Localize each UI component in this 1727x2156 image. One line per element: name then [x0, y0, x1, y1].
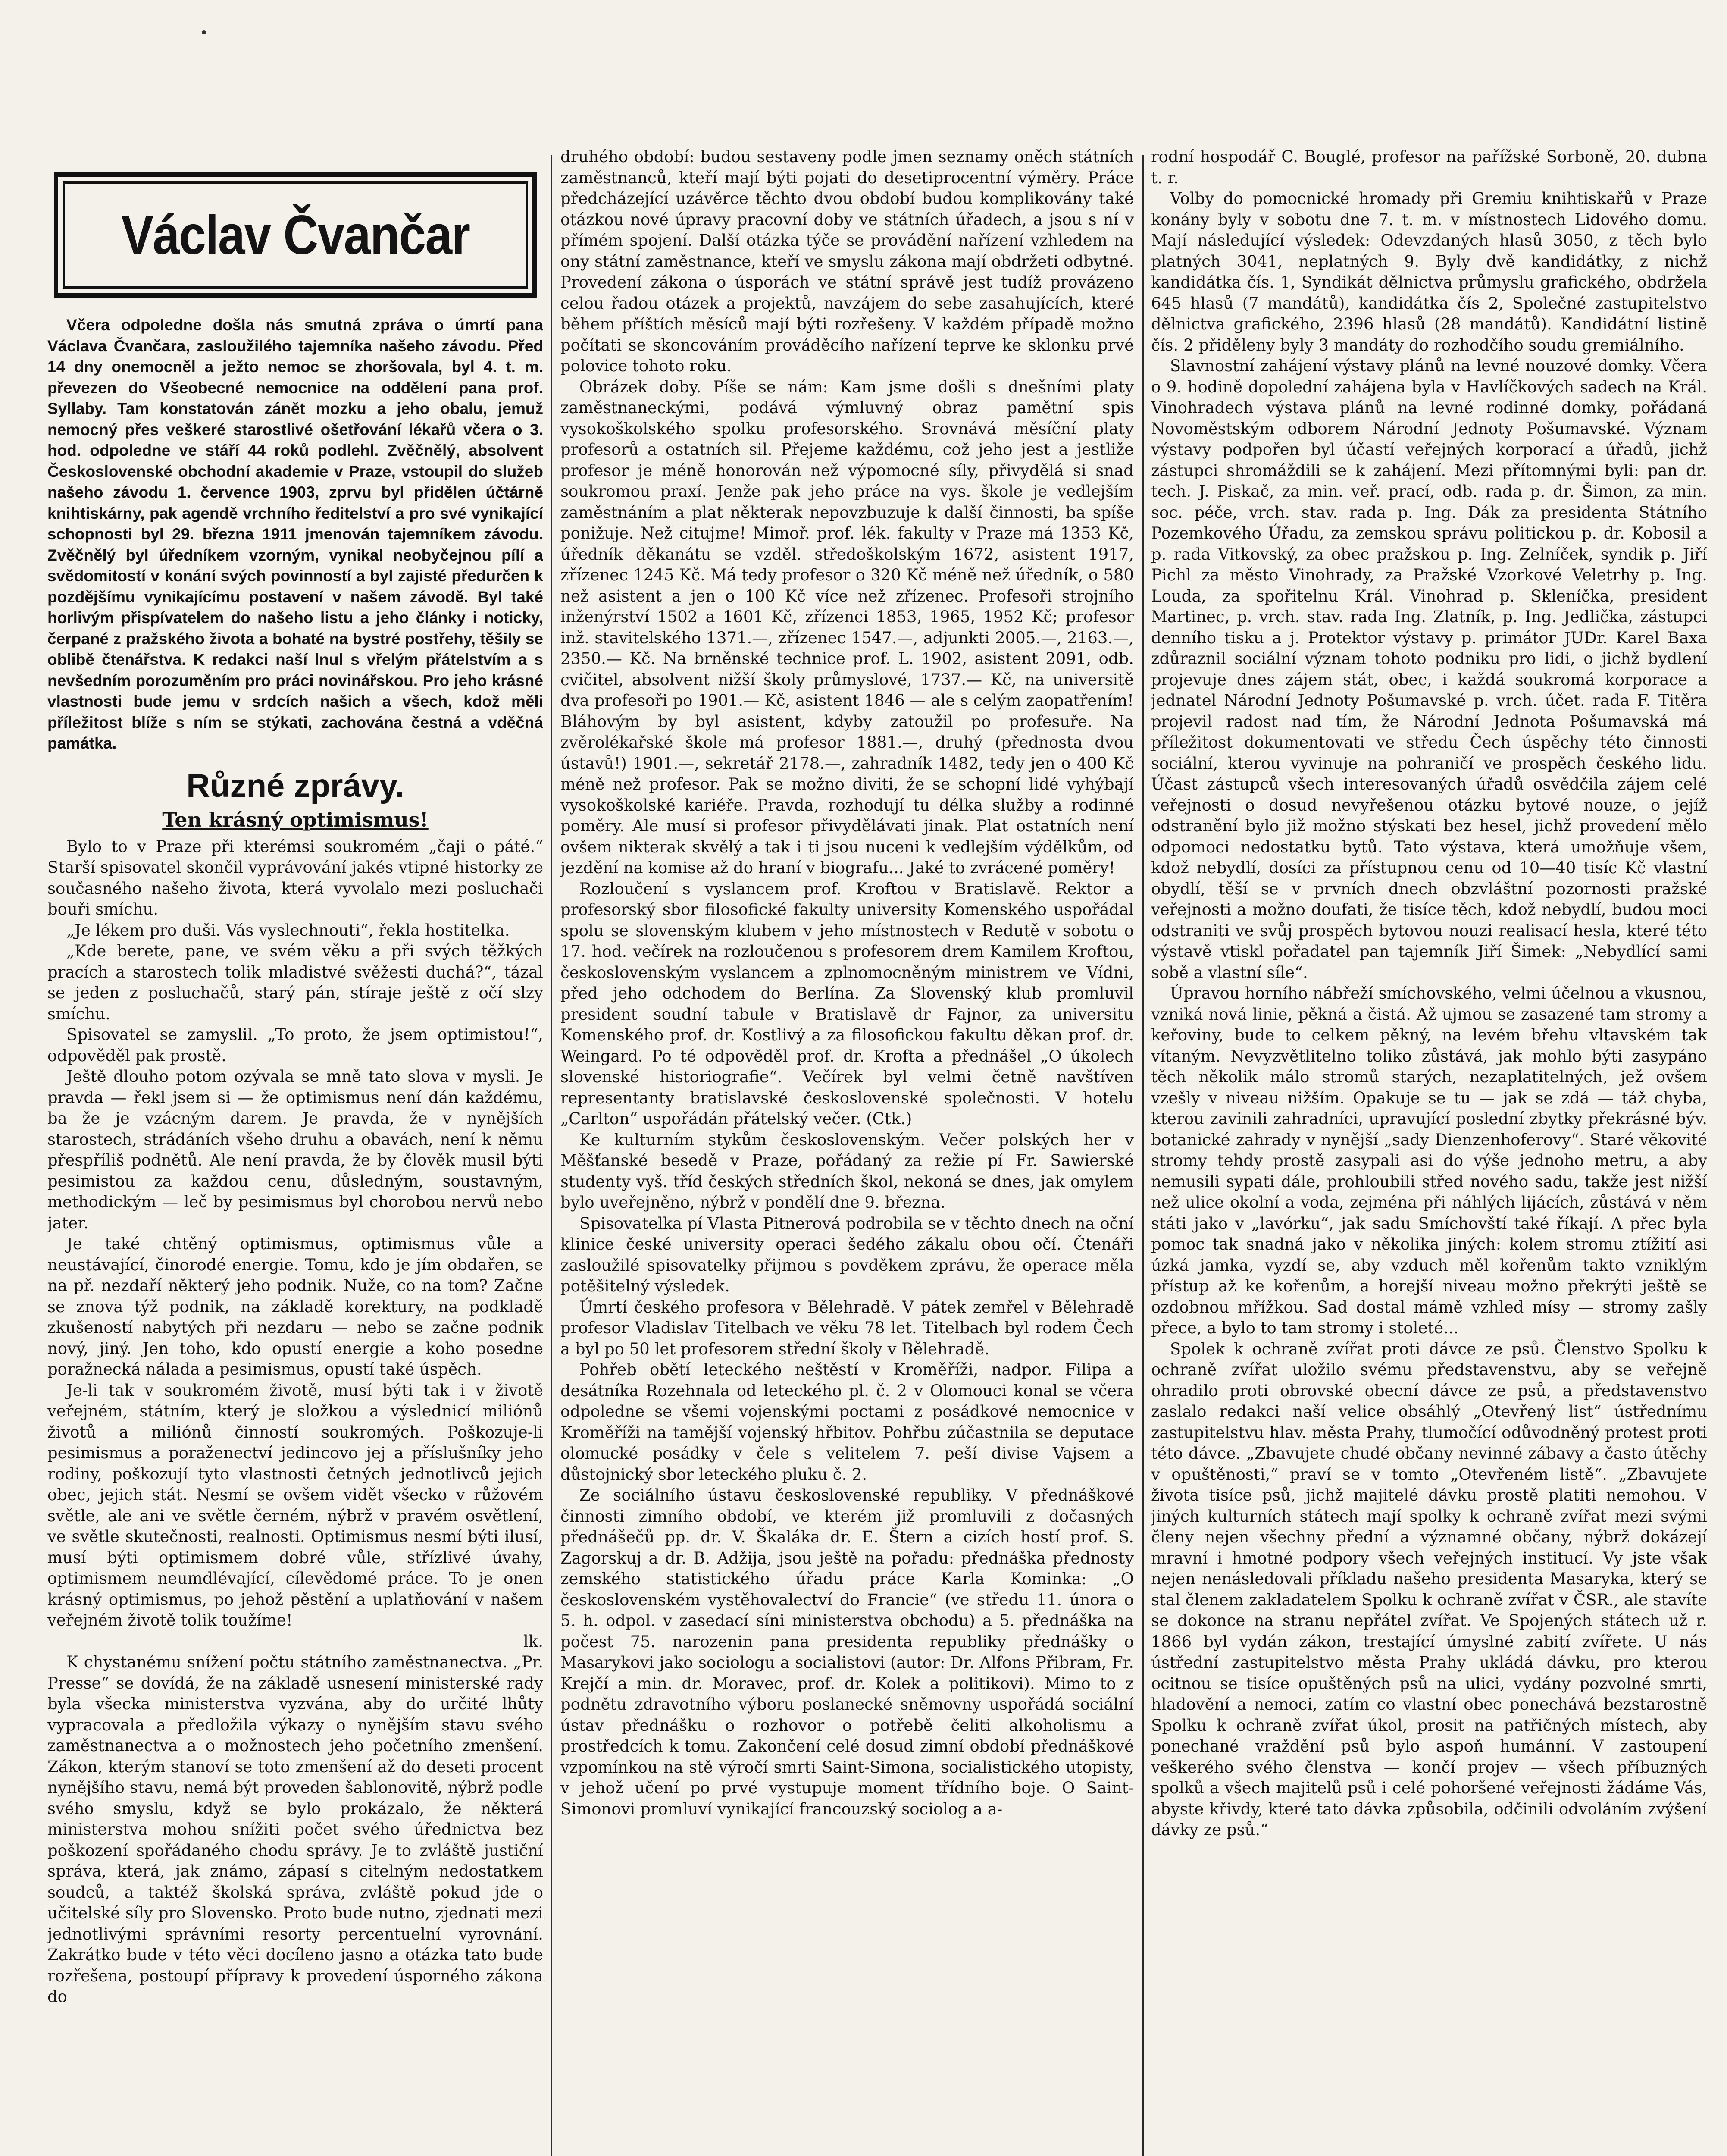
- article-paragraph: Volby do pomocnické hromady při Gremiu knihtiskařů v Praze konány byly v sobotu dne 7. t. m. v místnostech Lidového domu. Mají následující výsledek: Odevzdaných hlasů 3050, z těch bylo platných 3041, neplatných 9. Byly dvě kandidátky, z nichž kandidátka čís. 1, Syndikát dělnictva průmyslu grafického, obdržela 645 hlasů (7 mandátů), kandidátka čís 2, Společné zastupitelstvo dělnictva grafického, 2396 hlasů (28 mandátů). Kandidátní listině čís. 2 přiděleny byly 3 mandáty do rozhodčího soudu gremiálního.: [1151, 189, 1707, 354]
- column-rule-1: [551, 155, 552, 2156]
- article-paragraph: Spisovatel se zamyslil. „To proto, že jsem optimistou!“, odpověděl pak prostě.: [47, 1025, 543, 1065]
- column-3-articles: [1151, 147, 1707, 1841]
- article-paragraph: K chystanému snížení počtu státního zaměstnanectva. „Pr. Presse“ se dovídá, že na základě usnesení ministerské rady byla všecka ministerstva vyzvána, aby do určité lhůty vypracovala a předložila výkazy o nynějším stavu svého zaměstnanectva a o možnostech jeho početního zmenšení. Zákon, kterým stanoví se toto zmenšení až do deseti procent nynějšího stavu, nemá být proveden šablonovitě, nýbrž podle svého smyslu, když se bylo prokázalo, že některá ministerstva mohou snížiti počet svého úřednictva bez poškození spořádaného chodu správy. Je to zvláště justiční správa, která, jak známo, zápasí s citelným nedostatkem soudců, a taktéž školská správa, zvláště pokud jde o učitelské síly pro Slovensko. Proto bude nutno, zjednati mezi jednotlivými správními resorty percentuelní vyrovnání. Zakrátko bude v této věci docíleno jasno a otázka tato bude rozřešena, postoupí přípravy k provedení úsporného zákona do: [47, 1653, 543, 2006]
- article-paragraph: Obrázek doby. Píše se nám: Kam jsme došli s dnešními platy zaměstnaneckými, podává výmluvný obraz pamětní spis vysokoškolského spolku profesorského. Srovnává měsíční platy profesorů a ostatních sil. Přejeme každému, což jeho jest a jestliže profesor je méně honorován než výpomocné síly, přivydělá si snad soukromou praxí. Jenže pak jeho práce na vys. škole je vedlejším zaměstnáním a plat některak nepovzbuzuje k další činnosti, ba spíše ponižuje. Než citujme! Mimoř. prof. lék. fakulty v Praze má 1353 Kč, úředník děkanátu se vzděl. středoškolským 1672, asistent 1917, zřízenec 1245 Kč. Má tedy profesor o 320 Kč méně než úředník, o 580 než asistent a jen o 100 Kč více než zřízenec. Profesoři strojního inženýrství 1502 a 1601 Kč, zřízenci 1853, 1965, 1952 Kč; profesor inž. stavitelského 1371.—, zřízenec 1547.—, adjunkti 2005.—, 2163.—, 2350.— Kč. Na brněnské technice prof. L. 1902, asistent 2091, odb. cvičitel, absolvent nižší školy průmyslové, 1737.— Kč, na universitě dva profesoři po 1901.— Kč, asistent 1846 — ale s celým zaopatřením! Bláhovým by byl asistent, kdyby zatoužil po profesuře. Na zvěrolékařské škole má profesor 1881.—, druhý (přednosta dvou ústavů!) 1901.—, sekretář 2178.—, zahradník 1482, tedy jen o 400 Kč méně než profesor. Pak se možno diviti, že se schopní lidé vyhýbají vysokoškolské kariéře. Pravda, rozhodují tu délka služby a rodinné poměry. Ale musí si profesor přivydělávati jinak. Plat ostatních není ovšem nikterak skvělý a tak i ti jsou nuceni k vedlejším výdělkům, od jezdění na komise až do hraní v biografu... Jaké to zvrácené poměry!: [560, 377, 1134, 877]
- article-paragraph: Slavnostní zahájení výstavy plánů na levné nouzové domky. Včera o 9. hodině dopolední zahájena byla v Havlíčkových sadech na Král. Vinohradech výstava plánů na levné rodinné domky, pořádaná Novoměstským odborem Národní Jednoty Pošumavské. Význam výstavy podpořen byl účastí veřejných korporací a úřadů, jichž zástupci shromáždili se k zahájení. Mezi přítomnými byli: pan dr. tech. J. Piskač, za min. veř. prací, odb. rada p. dr. Šimon, za min. soc. péče, vrch. stav. rada p. Ing. Dák za presidenta Státního Pozemkového Úřadu, za zemskou správu politickou p. dr. Kobosil a p. rada Vitkovský, za obec pražskou p. Ing. Zelníček, syndik p. Jiří Pichl za město Vinohrady, za Pražské Vzorkové Veletrhy p. Ing. Louda, za spořitelnu Král. Vinohrad p. Skleníčka, president Martinec, p. vrch. stav. rada Ing. Zlatník, p. Ing. Jedlička, zástupci denního tisku a j. Protektor výstavy p. primátor JUDr. Karel Baxa zdůraznil sociální význam tohoto podniku pro lidi, o jichž bydlení projevuje dnes zájem stát, obec, i každá soukromá korporace a jednatel Národní Jednoty Pošumavské p. vrch. účet. rada F. Titěra projevil radost nad tím, že Národní Jednota Pošumavská má příležitost dokumentovati ve středu Čech úspěchy této činnosti sociální, kterou vyvinuje na pohraničí ve prospěch českého lidu. Účast zástupců všech interesovaných úřadů osvědčila zájem celé veřejnosti o dosud nevyřešenou otázku bytové nouze, o jejíž odstranění bylo již možno stýskati bez hesel, jichž provedení mělo odpomoci nedostatku bytů. Tato výstava, která umožňuje všem, kdož nebydlí, dosíci za přístupnou cenu od 10—40 tisíc Kč vlastní obydlí, těší se v prvních dnech obzvláštní pozornosti pražské veřejnosti a možno doufati, že tisíce těch, kdož nebydlí, budou moci odstraniti ve svůj prospěch bytovou nouzi realisací hesla, které této výstavě vtiskl pořadatel pan tajemník Jiří Šimek: „Nebydlící sami sobě a vlastní síle“.: [1151, 357, 1707, 982]
- column-1: [47, 147, 543, 2156]
- article-paragraph: druhého období: budou sestaveny podle jmen seznamy oněch státních zaměstnanců, kteří mají býti pojati do desetiprocentní výměry. Práce předcházející uzávěrce těchto dvou období budou komplikovány také otázkou nové úpravy pracovní doby ve státních úřadech, a jsou s ní v přímém spojení. Další otázka týče se provádění nařízení vzhledem na ony státní zaměstnance, kteří ve smyslu zákona mají obdržeti odbytné. Provedení zákona o úsporách ve státní správě jest tudíž provázeno celou řadou otázek a projektů, navzájem do sebe zasahujících, které během příštích měsíců mají býti rozřešeny. V každém případě možno počítati se skoncováním prováděcího nařízení teprve ke sklonku prvé polovice tohoto roku.: [560, 147, 1134, 375]
- column-2: [560, 147, 1134, 2156]
- article-paragraph: Ještě dlouho potom ozývala se mně tato slova v mysli. Je pravda — řekl jsem si — že optimismus není dán každému, ba že je vzácným darem. Je pravda, že v nynějších starostech, strádáních všeho druhu a obavách, není k němu přespříliš podnětů. Ale není pravda, že by člověk musil býti pesimistou za každou cenu, důsledným, soustavným, methodickým — leč by pesimismus byl chorobou nervů nebo jater.: [47, 1067, 543, 1232]
- author-marker: lk.: [523, 1632, 543, 1651]
- section-heading: Různé zprávy.: [186, 767, 404, 804]
- article-paragraph: Úmrtí českého profesora v Bělehradě. V pátek zemřel v Bělehradě profesor Vladislav Titelbach ve věku 78 let. Titelbach byl rodem Čech a byl po 50 let profesorem střední školy v Bělehradě.: [560, 1297, 1134, 1358]
- article-paragraph: Spisovatelka pí Vlasta Pitnerová podrobila se v těchto dnech na oční klinice české university operaci šedého zákalu obou očí. Čtenáři zasloužilé spisovatelky přijmou s povděkem zprávu, že operace měla potěšitelný výsledek.: [560, 1214, 1134, 1295]
- article-paragraph: Je-li tak v soukromém životě, musí býti tak i v životě veřejném, státním, který je složkou a výslednicí miliónů životů a miliónů činností soukromých. Poškozuje-li pesimismus a poraženectví jedincovo jej a příslušníky jeho rodiny, poškozují tyto vlastnosti četných jednotlivců jejich obec, jejich stát. Nesmí se ovšem vidět všecko v růžovém světle, ale ani ve světle černém, nýbrž v pravém osvětlení, ve světle skutečnosti, realnosti. Optimismus nesmí býti ilusí, musí býti optimismem dobré vůle, střízlivé úvahy, optimismem neumdlévající, cílevědomé práce. To je onen krásný optimismus, po jehož pěstění a uplatňování v našem veřejném životě tolik toužíme!: [47, 1381, 543, 1630]
- article-paragraph: Spolek k ochraně zvířat proti dávce ze psů. Členstvo Spolku k ochraně zvířat uložilo svému představenstvu, aby se veřejně ohradilo proti obrovské obecní dávce ze psů, a představenstvo zaslalo redakci naší velice obsáhlý „Otevřený list“ ústřednímu zastupitelstvu hlav. města Prahy, tlumočící odůvodněný protest proti této dávce. „Zbavujete chudé občany nevinné zábavy a často útěchy v opuštěnosti,“ praví se v tomto „Otevřeném listě“. „Zbavujete života tisíce psů, jichž majitelé dávku prostě platiti nemohou. V jiných kulturních státech mají spolky k ochraně zvířat mezi svými členy nejen všechny přední a významné občany, nýbrž dokázejí mravní i hmotné podpory všech veřejných institucí. Vy jste však nejen nenásledovali příkladu našeho presidenta Masaryka, který se stal členem zakladatelem Spolku k ochraně zvířat v ČSR., ale stavíte se dokonce na stranu nepřátel zvířat. Ve Spojených státech už r. 1866 byl vydán zákon, trestající úmyslné zabití zvířete. U nás ústřední zastupitelstvo města Prahy ukládá dávku, pro kterou ocitnou se tisíce opuštěných psů na ulici, vydány pozvolné smrti, hladovění a nemoci, zatím co vlastní obec ponechává bezstarostně Spolku k ochraně zvířat úkol, prosit na patřičných místech, aby ponechané vraždění psů bylo aspoň humánní. V zastoupení veškerého svého členstva — končí projev — všech příbuzných spolků a všech majitelů psů i celé pohoršené veřejnosti žádáme Vás, abyste křivdy, které tato dávka způsobila, odčinili odvoláním zvýšení dávky ze psů.“: [1151, 1339, 1707, 1839]
- article-paragraph: „Je lékem pro duši. Vás vyslechnouti“, řekla hostitelka.: [66, 921, 510, 940]
- article-paragraph: rodní hospodář C. Bouglé, profesor na pařížské Sorboně, 20. dubna t. r.: [1151, 147, 1707, 187]
- obituary-title: Václav Čvančar: [121, 204, 470, 266]
- ink-speck: [202, 30, 206, 34]
- column-rule-2: [1142, 155, 1144, 2156]
- article-paragraph: Ze sociálního ústavu československé republiky. V přednáškové činnosti zimního období, ve kterém již promluvili z dočasných přednášečů pp. dr. V. Škaláka dr. E. Štern a cizích hostí prof. S. Zagorskuj a dr. B. Adžija, jsou ještě na pořadu: přednáška přednosty zemského statistického úřadu práce Karla Kominka: „O československém vystěhovalectví do Francie“ (ve středu 11. února o 5. h. odpol. v zasedací síni ministerstva obchodu) a 5. přednáška na počest 75. narozenin pana presidenta republiky přednášky o Masarykovi jako sociologu a socialistovi (autor: Dr. Alfons Přibram, Fr. Krejčí a min. dr. Moravec, prof. dr. Kolek a politikovi). Mimo to z podnětu zdravotního výboru poslanecké sněmovny uspořádá sociální ústav přednášku o rozhovor o potřebě čeliti alkoholismu a prostředcích k tomu. Zakončení celé dosud zimní období přednáškové vzpomínkou na stě výročí smrti Saint-Simona, socialistického utopisty, v jehož učení po prvé vystupuje moment třídního boje. O Saint-Simonovi promluví vynikající francouzský sociolog a a-: [560, 1486, 1134, 1818]
- article-paragraph: Rozloučení s vyslancem prof. Kroftou v Bratislavě. Rektor a profesorský sbor filosofické fakulty university Komenského uspořádal spolu se slovenským klubem v jeho místnostech v Redutě v sobotu o 17. hod. večírek na rozloučenou s profesorem drem Kamilem Kroftou, československým vyslancem a zplnomocněným ministrem ve Vídni, před jeho odchodem do Berlína. Za Slovenský klub promluvil president soudní tabule v Bratislavě dr Fajnor, za universitu Komenského prof. dr. Kostlivý a za filosofickou fakultu děkan prof. dr. Weingard. Po té odpověděl prof. dr. Krofta a přednášel „O úkolech slovenské historiografie“. Večírek byl velmi četně navštíven representanty bratislavské československé společnosti. V hotelu „Carlton“ uspořádán přátelský večer. (Ctk.): [560, 879, 1134, 1128]
- column-1-articles: [47, 837, 543, 2008]
- article-paragraph: Pohřeb obětí leteckého neštěstí v Kroměříži, nadpor. Filipa a desátníka Rozehnala od leteckého pl. č. 2 v Olomouci konal se včera odpoledne se všemi vojenskými poctami z posádkové nemocnice v Kroměříži na tamější vojenský hřbitov. Pohřbu zúčastnila se deputace olomucké posádky v čele s velitelem 7. peší divise Vajsem a důstojnický sbor leteckého pluku č. 2.: [560, 1360, 1134, 1484]
- column-3: [1151, 147, 1707, 2156]
- column-2-articles: [560, 147, 1134, 1820]
- article-paragraph: Ke kulturním stykům československým. Večer polských her v Měšťanské besedě v Praze, pořádaný za režie pí Fr. Sawierské studenty vyš. tříd českých středních škol, nekoná se dnes, jak omylem bylo uveřejněno, nýbrž v pondělí dne 9. března.: [560, 1130, 1134, 1212]
- obituary-title-box: [54, 172, 537, 298]
- article-paragraph: Bylo to v Praze při kterémsi soukromém „čaji o páté.“ Starší spisovatel skončil vyprávování jakés vtipné historky ze současného našeho života, která vyvolalo mezi posluchači bouři smíchu.: [47, 837, 543, 918]
- article-paragraph: „Kde berete, pane, ve svém věku a při svých těžkých pracích a starostech tolik mladistvé svěžesti duchá?“, tázal se jeden z posluchačů, starý pán, stíraje ještě z očí slzy smíchu.: [47, 942, 543, 1023]
- article-subheading: Ten krásný optimismus!: [162, 808, 429, 831]
- obituary-text: Včera odpoledne došla nás smutná zpráva o úmrtí pana Václava Čvančara, zasloužilého tajemníka našeho závodu. Před 14 dny onemocněl a ježto nemoc se zhoršovala, byl 4. t. m. převezen do Všeobecné nemocnice na oddělení pana prof. Syllaby. Tam konstatován zánět mozku a jeho obalu, jemuž nemocný přes veškeré starostlivé ošetřování lékařů včera o 3. hod. odpoledne ve stáří 44 roků podlehl. Zvěčnělý, absolvent Československé obchodní akademie v Praze, vstoupil do služeb našeho závodu 1. července 1903, zprvu byl přidělen účtárně knihtiskárny, pak agendě vrchního ředitelství a pro své vynikající schopnosti byl 29. března 1911 jmenován tajemníkem závodu. Zvěčnělý byl úředníkem vzorným, vynikal neobyčejnou pílí a svědomitostí v konání svých povinností a byl zajisté předurčen k pozdějšímu vynikajícímu postavení v našem závodě. Byl také horlivým přispívatelem do našeho listu a jeho články i noticky, čerpané z pražského života a bohaté na bystré postřehy, těšily se oblibě čtenářstva. K redakci naší lnul s vřelým přátelstvím a s nevšedním porozuměním pro práci novinářskou. Pro jeho krásné vlastnosti bude jemu v srdcích našich a všech, kdož měli příležitost blíže s ním se stýkati, zachována čestná a vděčná památka.: [47, 316, 543, 752]
- article-paragraph: Úpravou horního nábřeží smíchovského, velmi účelnou a vkusnou, vzniká nová linie, pěkná a čistá. Až ujmou se zasazené tam stromy a keřoviny, bude to celkem pěkný, na levém břehu vltavském tak vítaným. Nevyzvětlitelno toliko zůstává, jak mohlo býti zasypáno těch několik málo stromů starých, nezaplatitelných, jež ovšem vzešly v niveau nižším. Opakuje se tu — jak se zdá — táž chyba, kterou zavinili zahradníci, upravující poslední zbytky překrásné býv. botanické zahrady v nynější „sady Dienzenhoferovy“. Staré věkovité stromy tehdy prostě zasypali asi do výše jednoho metru, a aby nemusili sypati dále, prohloubili střed nového sadu, takže jest nižší než ulice okolní a voda, zejména při náhlých lijácích, zůstává v něm státi jako v „lavórku“, jak sadu Smíchovští také říkají. A přec byla pomoc tak snadná jako v několika jiných: kolem stromu ztížití asi úzká jamka, vyzdí se, aby vzduch měl kořenům takto vzniklým přístup až ke kořenům, a horejší niveau možno překrýti ještě se ozdobnou mřížkou. Sad dostal mámě vzhled mísy — stromy zašly přece, a bylo to tam stromy i stoleté...: [1151, 984, 1707, 1337]
- article-paragraph: Je také chtěný optimismus, optimismus vůle a neustávající, činorodé energie. Tomu, kdo je jím obdařen, se na př. nezdaří některý jeho podnik. Nuže, co na tom? Začne se znova týž podnik, na základě korektury, na podkladě zkušeností nabytých při nezdaru — nebo se začne podnik nový, jiný. Jen toho, kdo opustí energie a koho posedne poražnecká nálada a pesimismus, opustí také úspěch.: [47, 1235, 543, 1379]
